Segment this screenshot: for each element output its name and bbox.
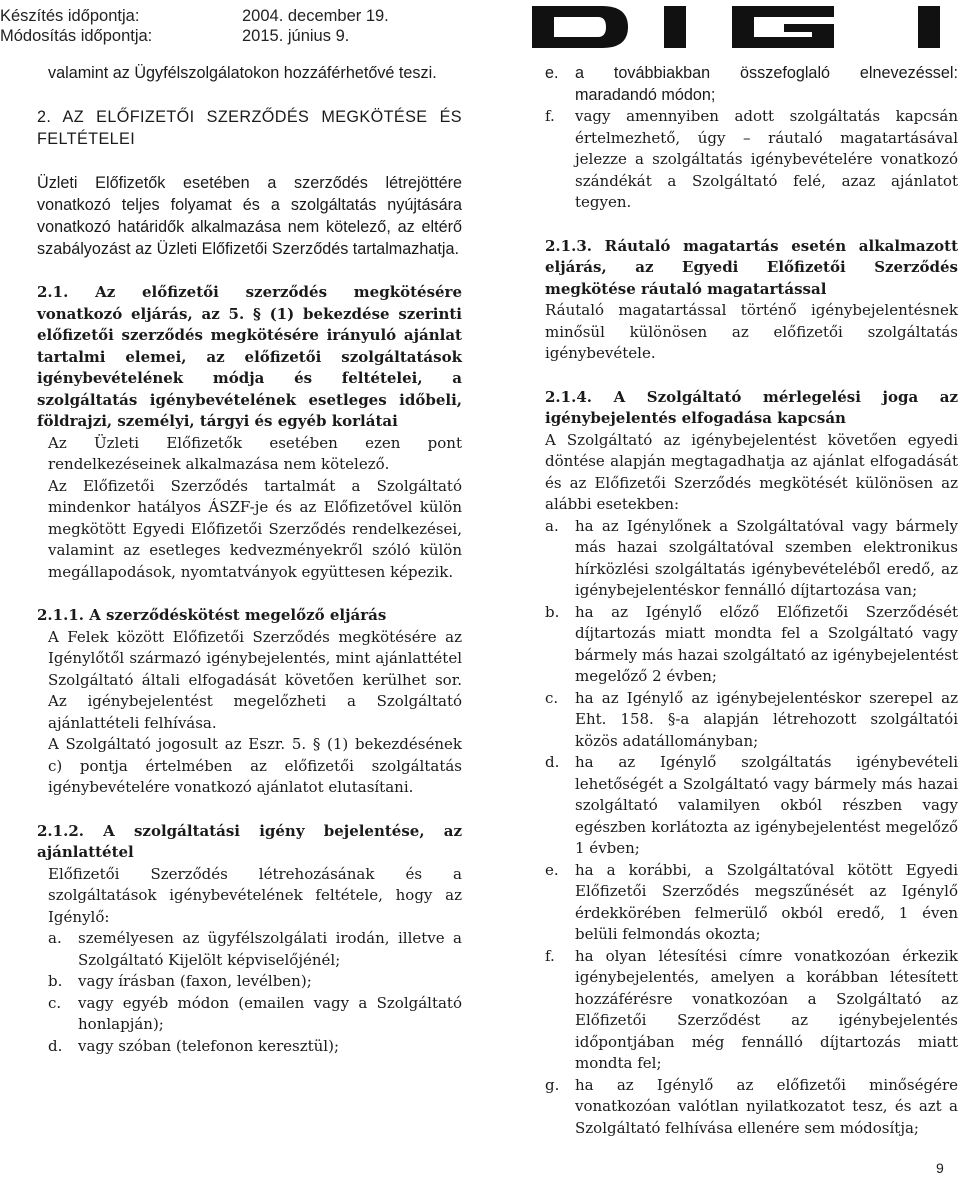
list-item: e. ha a korábbi, a Szolgáltatóval kötött Egyedi Előfizetői Szerződés megszűnését az Igénylő érdekkörében felmerülő okból eredő, 1 éven belüli felmondás okozta; [545,860,958,943]
request-channel-list [37,928,462,1057]
modified-label: Módosítás időpontja: [0,27,153,45]
section-2-title: 2. AZ ELŐFIZETŐI SZERZŐDÉS MEGKÖTÉSE ÉS FELTÉTELEI [37,108,462,148]
list-item: e. a továbbiakban összefoglaló elnevezéssel: maradandó módon; [545,64,958,104]
section-2-1-4-paragraph-1: A Szolgáltató az igénybejelentést követően egyedi döntése alapján megtagadhatja az ajánlat elfogadását és az Előfizetői Szerződés megkötését különösen az alábbi esetekben: [545,430,958,513]
section-2-1-paragraph-2: Az Előfizetői Szerződés tartalmát a Szolgáltató mindenkor hatályos ÁSZF-je és az Előfizetővel külön megkötött Egyedi Előfizetői Szerződés rendelkezései, valamint az esetleges kedvezményekről szóló külön megállapodások, nyomtatványok együttesen képezik. [48,476,462,581]
list-item: c. ha az Igénylő az igénybejelentéskor szerepel az Eht. 158. §-a alapján létrehozott szolgáltatói közös adatállományban; [545,688,958,750]
continued-list [545,62,958,214]
left-column [37,62,462,1057]
section-2-1-1-paragraph-2: A Szolgáltató jogosult az Eszr. 5. § (1) bekezdésének c) pontja értelmében az előfizetői szolgáltatás igénybevételére vonatkozó ajánlatot elutasítani. [48,735,462,796]
section-2-1-2-title: 2.1.2. A szolgáltatási igény bejelentése, az ajánlattétel [37,821,462,861]
list-item: b. ha az Igénylő előző Előfizetői Szerződését díjtartozás miatt mondta fel a Szolgáltató vagy bármely más hazai szolgáltató az igénybejelentést megelőző 2 évben; [545,602,958,685]
digi-logo [532,6,942,48]
section-2-1-1-paragraph-1: A Felek között Előfizetői Szerződés megkötésére az Igénylőtől származó igénybejelentés, mint ajánlattétel Szolgáltató általi elfogadását követően kerülhet sor. Az igénybejelentést megelőzheti a Szolgáltató ajánlattételi felhívása. [48,627,462,732]
list-item: g. ha az Igénylő az előfizetői minőségére vonatkozóan valótlan nyilatkozatot tesz, és azt a Szolgáltató felhívása ellenére sem módosítja; [545,1075,958,1137]
list-item: a. személyesen az ügyfélszolgálati irodán, illetve a Szolgáltató Kijelölt képviselőjénél; [48,929,462,969]
list-item: f. ha olyan létesítési címre vonatkozóan érkezik igénybejelentés, amelyen a korábban létesített hozzáférésre vonatkozóan a Szolgáltató az Előfizetői Szerződést az igénybejelentés időpontjában még fennálló díjtartozás miatt mondta fel; [545,946,958,1072]
section-2-body: Üzleti Előfizetők esetében a szerződés létrejöttére vonatkozó teljes folyamat és a szolgáltatás nyújtására vonatkozó határidők alkalmazása nem kötelező, az eltérő szabályozást az Üzleti Előfizetői Szerződés tartalmazhatja. [37,174,462,258]
section-2-1-4-title: 2.1.4. A Szolgáltató mérlegelési joga az igénybejelentés elfogadása kapcsán [545,387,958,427]
created-label: Készítés időpontja: [0,7,140,25]
list-item: c. vagy egyéb módon (emailen vagy a Szolgáltató honlapján); [48,993,462,1033]
section-2-1-2-paragraph-1: Előfizetői Szerződés létrehozásának és a szolgáltatások igénybevételének feltétele, hogy az Igénylő: [48,864,462,926]
list-item: f. vagy amennyiben adott szolgáltatás kapcsán értelmezhető, úgy – ráutaló magatartásával jelezze a szolgáltatás igénybevételére vonatkozó szándékát a Szolgáltató felé, azaz ajánlatot tegyen. [545,107,958,211]
refusal-cases-list [545,516,958,1140]
list-item: a. ha az Igénylőnek a Szolgáltatóval vagy bármely más hazai szolgáltatóval szemben elektronikus hírközlési szolgáltatás igénybevételéből eredő, az igénybejelentéskor fennálló díjtartozása van; [545,516,958,599]
modified-value: 2015. június 9. [242,27,350,45]
section-2-1-paragraph-1: Az Üzleti Előfizetők esetében ezen pont rendelkezéseinek alkalmazása nem kötelező. [48,433,462,473]
list-item: d. ha az Igénylő szolgáltatás igénybevételi lehetőségét a Szolgáltató vagy bármely más hazai szolgáltató valamilyen okból részben vagy egészben korlátozta az igénybejelentést megelőző 1 évben; [545,753,958,857]
list-item: b. vagy írásban (faxon, levélben); [48,972,312,990]
section-2-1-1-title: 2.1.1. A szerződéskötést megelőző eljárás [37,606,387,624]
created-value: 2004. december 19. [242,7,389,25]
right-column [545,62,958,1139]
page-number: 9 [936,1160,944,1176]
list-item: d. vagy szóban (telefonon keresztül); [48,1036,340,1055]
intro-paragraph: valamint az Ügyfélszolgálatokon hozzáférhetővé teszi. [48,64,437,82]
section-2-1-title: 2.1. Az előfizetői szerződés megkötésére vonatkozó eljárás, az 5. § (1) bekezdése szerinti előfizetői szerződés megkötésére irányuló ajánlat tartalmi elemei, az előfizetői szolgáltatások igénybevételének módja és feltételei, a szolgáltatás igénybevételének esetleges időbeli, földrajzi, személyi, tárgyi és egyéb korlátai [37,283,462,430]
document-header [0,6,389,46]
section-2-1-3-paragraph-1: Ráutaló magatartással történő igénybejelentésnek minősül különösen az előfizetői szolgáltatás igénybevétele. [545,301,958,362]
section-2-1-3-title: 2.1.3. Ráutaló magatartás esetén alkalmazott eljárás, az Egyedi Előfizetői Szerződés megkötése ráutaló magatartással [545,236,958,298]
